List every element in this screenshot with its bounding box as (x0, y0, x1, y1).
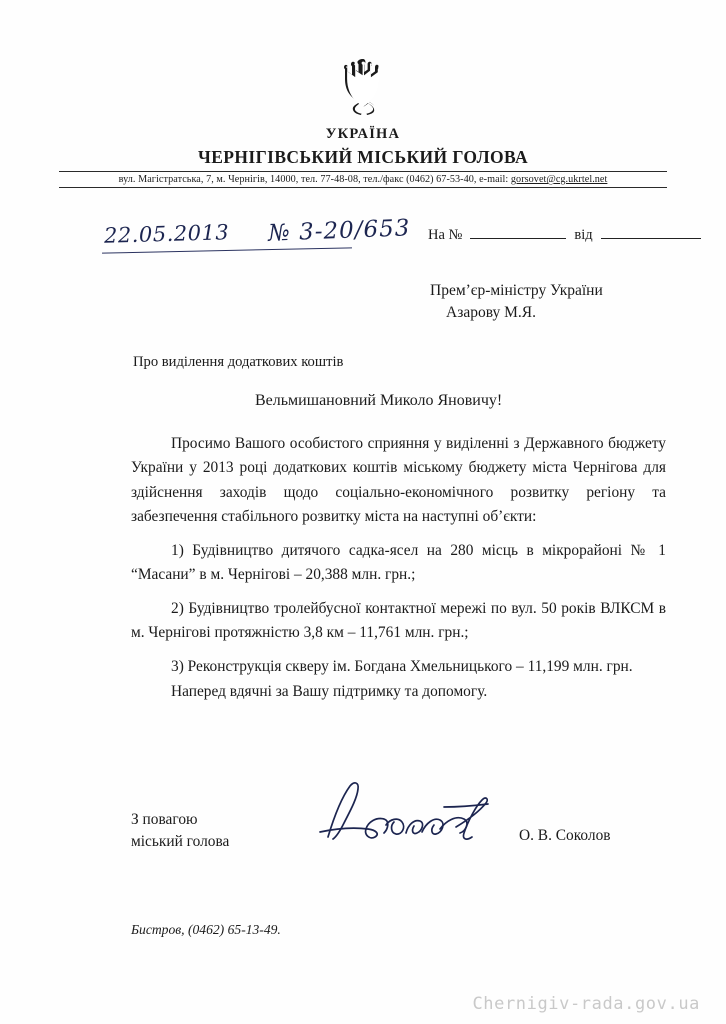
ukraine-trident-emblem-icon (341, 58, 385, 116)
incoming-number-label: На № (428, 227, 463, 243)
reference-underline (102, 247, 352, 253)
letter-body (0, 432, 726, 705)
signature-block (0, 777, 726, 887)
reference-line (0, 214, 726, 266)
incoming-date-blank[interactable] (601, 226, 701, 239)
body-closing-paragraph: Наперед вдячні за Вашу підтримку та допомогу. (171, 683, 488, 701)
body-intro-paragraph: Просимо Вашого особистого сприяння у виділенні з Державного бюджету України у 2013 році додаткових коштів міському бюджету міста Чернігова для здійснення заходів щодо соціально-економічного розвитку регіону та забезпечення стабільного розвитку міста на наступні об’єкти: (131, 435, 666, 526)
outgoing-number-handwritten: № 3-20/653 (267, 215, 411, 247)
email-link[interactable]: gorsovet@cg.ukrtel.net (510, 174, 608, 185)
salutation: Вельмишановний Миколо Яновичу! (255, 392, 503, 409)
office-title: ЧЕРНІГІВСЬКИЙ МІСЬКИЙ ГОЛОВА (197, 147, 529, 167)
letterhead (0, 0, 726, 188)
subject-line: Про виділення додаткових коштів (133, 354, 344, 370)
addressee-block (0, 280, 726, 324)
incoming-date-label: від (574, 227, 593, 243)
signatory-name: О. В. Соколов (519, 826, 611, 844)
signature-position-line: міський голова (131, 833, 230, 851)
country-name: УКРАЇНА (325, 126, 401, 142)
outgoing-date-handwritten: 22.05.2013 (103, 220, 230, 248)
addressee-line-1: Прем’єр-міністру України (430, 282, 603, 299)
signature-title (131, 809, 229, 854)
incoming-reference-fields (428, 226, 701, 244)
contacts-text: вул. Магістратська, 7, м. Чернігів, 14000, тел. 77-48-08, тел./факс (0462) 67-53-40, e-mail: (118, 174, 511, 185)
executor-contact: Бистров, (0462) 65-13-49. (131, 922, 281, 937)
signature-respect-line: З повагою (131, 810, 198, 828)
incoming-number-blank[interactable] (470, 226, 566, 239)
contacts-line (59, 171, 667, 188)
body-item-2: 2) Будівництво тролейбусної контактної мережі по вул. 50 років ВЛКСМ в м. Чернігові протяжністю 3,8 км – 11,761 млн. грн.; (131, 599, 666, 642)
handwritten-signature-icon (316, 777, 506, 851)
body-item-1: 1) Будівництво дитячого садка-ясел на 280 місць в мікрорайоні № 1 “Масани” в м. Чернігові – 20,388 млн. грн.; (131, 541, 666, 584)
site-watermark: Chernigiv-rada.gov.ua (472, 994, 700, 1014)
body-item-3: 3) Реконструкція скверу ім. Богдана Хмельницького – 11,199 млн. грн. (171, 657, 633, 675)
addressee-line-2: Азарову М.Я. (446, 304, 536, 321)
